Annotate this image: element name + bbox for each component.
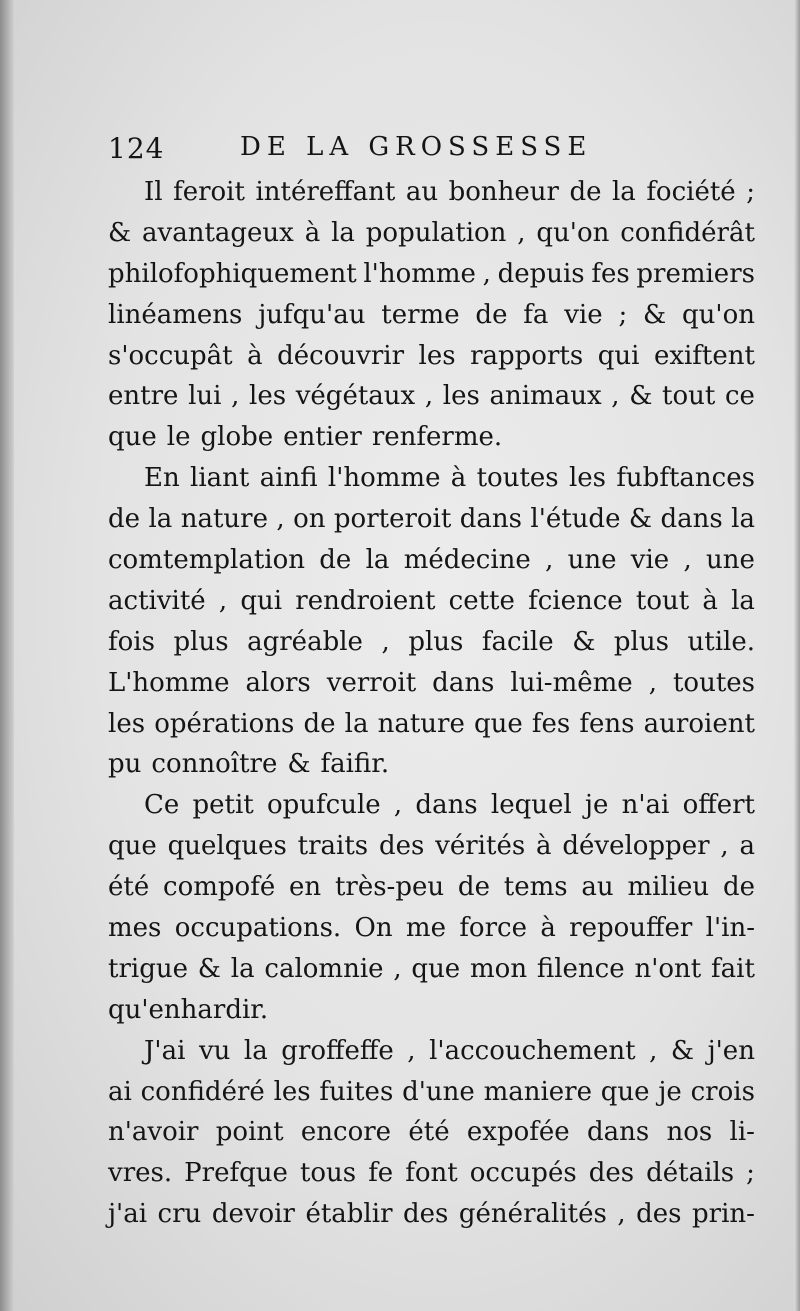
text-line xyxy=(108,376,755,417)
word: , xyxy=(231,381,240,412)
word: confidérât xyxy=(620,217,755,248)
word: premiers xyxy=(636,258,755,289)
word: auroient xyxy=(643,708,755,739)
word: cru xyxy=(157,1199,202,1230)
word: avantageux xyxy=(142,217,294,248)
word: & xyxy=(572,626,596,657)
word: d'une xyxy=(402,1076,475,1107)
word: des xyxy=(636,1199,682,1230)
word: utile. xyxy=(687,626,755,657)
word: dans xyxy=(586,1117,650,1148)
word: à xyxy=(536,831,552,862)
word: , xyxy=(720,831,729,862)
word: vérités xyxy=(435,831,526,862)
word: rapports xyxy=(470,340,584,371)
word: ; xyxy=(746,177,755,207)
word: le xyxy=(166,422,191,453)
word: , xyxy=(424,381,434,412)
word: dans xyxy=(459,504,522,535)
word: que xyxy=(108,831,157,862)
word: maniere xyxy=(483,1076,592,1107)
word: fes xyxy=(591,258,630,289)
word: verroit xyxy=(326,667,417,698)
text-line xyxy=(108,499,755,540)
word: les xyxy=(442,381,480,412)
word: s'occupât xyxy=(108,340,233,371)
text-line xyxy=(108,417,755,458)
word: au xyxy=(581,872,614,903)
word: a xyxy=(739,831,755,862)
word: compofé xyxy=(163,872,276,903)
word: fociété xyxy=(646,177,736,207)
word: la xyxy=(731,504,755,535)
word: que xyxy=(600,1076,650,1107)
word: trigue xyxy=(108,953,188,984)
word: fa xyxy=(523,299,549,330)
text-line xyxy=(108,867,755,908)
word: plus xyxy=(173,626,229,657)
word: quelques xyxy=(167,831,287,862)
word: exiftent xyxy=(653,340,755,371)
word: encore xyxy=(300,1117,392,1148)
word: l'accouchement xyxy=(429,1035,636,1066)
word: linéamens xyxy=(108,299,243,330)
word: qu'on xyxy=(682,299,755,330)
word: la xyxy=(611,177,636,207)
word: ainfi xyxy=(259,463,318,494)
word: de xyxy=(108,504,141,535)
word: , xyxy=(683,545,692,576)
word: qu'enhardir. xyxy=(108,994,269,1025)
word: font xyxy=(405,1158,458,1189)
word: j'en xyxy=(707,1035,755,1066)
word: liant xyxy=(190,463,250,494)
word: jufqu'au xyxy=(258,299,366,330)
word: , xyxy=(381,626,390,657)
word: été xyxy=(108,872,150,903)
word: fubftances xyxy=(616,463,755,494)
text-line xyxy=(108,1112,755,1153)
text-line xyxy=(108,336,755,377)
word: fens xyxy=(579,708,635,739)
word: devoir xyxy=(211,1199,295,1230)
word: porteroit xyxy=(333,504,452,535)
word: , xyxy=(617,1199,626,1230)
word: confidéré xyxy=(140,1076,265,1107)
word: dans xyxy=(415,790,478,821)
word: de xyxy=(319,545,352,576)
text-line xyxy=(108,663,755,704)
word: traits xyxy=(297,831,369,862)
word: occupations. xyxy=(174,913,342,944)
word: détails xyxy=(646,1158,735,1189)
word: à xyxy=(540,913,556,944)
word: Prefque xyxy=(184,1158,288,1189)
word: Ce xyxy=(144,790,180,821)
word: faifir. xyxy=(320,749,390,780)
word: une xyxy=(567,545,617,576)
word: qui xyxy=(240,585,283,616)
word: comtemplation xyxy=(108,545,305,576)
word: nature xyxy=(377,708,465,739)
word: , xyxy=(218,585,228,616)
word: n'avoir xyxy=(108,1117,199,1148)
word: la xyxy=(331,217,355,248)
word: & xyxy=(197,953,221,984)
page-right-edge xyxy=(794,0,800,1311)
word: Il xyxy=(144,177,163,207)
word: milieu xyxy=(627,872,710,903)
word: repouffer xyxy=(569,913,693,944)
word: , xyxy=(393,953,402,984)
word: tout xyxy=(662,381,716,412)
word: & xyxy=(670,1035,695,1066)
word: & xyxy=(628,504,653,535)
word: plus xyxy=(613,626,669,657)
word: qu'on xyxy=(536,217,610,248)
word: depuis xyxy=(497,258,585,289)
word: dans xyxy=(660,504,723,535)
word: des xyxy=(588,1158,635,1189)
word: , xyxy=(407,1035,416,1066)
word: découvrir xyxy=(277,340,405,371)
word: calomnie xyxy=(264,953,384,984)
text-line xyxy=(108,1153,755,1194)
word: la xyxy=(243,1035,268,1066)
page-number: 124 xyxy=(108,132,165,165)
word: , xyxy=(649,1035,658,1066)
word: les xyxy=(108,708,146,739)
word: rendroient xyxy=(295,585,436,616)
text-line xyxy=(108,622,755,663)
text-line xyxy=(108,744,755,785)
word: à xyxy=(304,217,321,248)
word: je xyxy=(584,790,609,821)
word: les xyxy=(273,1076,311,1107)
word: pu xyxy=(108,749,142,780)
word: à xyxy=(247,340,263,371)
word: n'ont xyxy=(634,953,702,984)
word: facile xyxy=(481,626,554,657)
word: la xyxy=(230,953,255,984)
word: agréable xyxy=(247,626,363,657)
word: opérations xyxy=(154,708,295,739)
text-line xyxy=(108,581,755,622)
word: lui-même xyxy=(510,667,633,698)
word: filence xyxy=(536,953,625,984)
word: toutes xyxy=(476,463,559,494)
word: opufcule xyxy=(267,790,381,821)
text-line xyxy=(108,949,755,990)
word: tems xyxy=(503,872,568,903)
running-head xyxy=(108,132,763,172)
text-line xyxy=(108,254,755,295)
word: ; xyxy=(618,299,628,330)
word: activité xyxy=(108,585,206,616)
word: mes xyxy=(108,913,162,944)
word: végétaux xyxy=(295,381,416,412)
word: été xyxy=(408,1117,450,1148)
word: au xyxy=(405,177,439,207)
word: renferme. xyxy=(371,422,503,453)
word: feroit xyxy=(173,177,245,207)
word: toutes xyxy=(672,667,755,698)
word: , xyxy=(648,667,657,698)
word: fes xyxy=(531,708,571,739)
word: l'homme xyxy=(363,258,476,289)
word: globe xyxy=(200,422,274,453)
word: ai xyxy=(108,1076,132,1107)
word: ce xyxy=(724,381,755,412)
word: de xyxy=(722,872,755,903)
word: animaux xyxy=(489,381,602,412)
word: nos xyxy=(666,1117,713,1148)
word: la xyxy=(365,545,390,576)
word: on xyxy=(293,504,326,535)
word: en xyxy=(289,872,322,903)
word: fait xyxy=(711,953,755,984)
text-line xyxy=(108,1072,755,1113)
word: population xyxy=(365,217,507,248)
word: ; xyxy=(746,1158,755,1189)
word: terme xyxy=(381,299,460,330)
word: offert xyxy=(682,790,755,821)
text-line xyxy=(108,295,755,336)
word: vu xyxy=(198,1035,231,1066)
word: à xyxy=(702,585,718,616)
word: n'ai xyxy=(621,790,670,821)
word: vie xyxy=(564,299,603,330)
word: l'in- xyxy=(705,913,755,944)
word: tous xyxy=(299,1158,357,1189)
word: qui xyxy=(597,340,640,371)
word: les xyxy=(249,381,287,412)
word: la xyxy=(148,504,173,535)
word: On xyxy=(354,913,393,944)
word: plus xyxy=(408,626,464,657)
word: intéreffant xyxy=(255,177,396,207)
text-line xyxy=(108,1031,755,1072)
word: , xyxy=(276,504,285,535)
text-line xyxy=(108,213,755,254)
word: entre xyxy=(108,381,179,412)
word: la xyxy=(731,585,755,616)
word: & xyxy=(287,749,311,780)
text-line xyxy=(108,540,755,581)
word: des xyxy=(403,1199,449,1230)
word: force xyxy=(459,913,527,944)
word: point xyxy=(215,1117,284,1148)
word: j'ai xyxy=(108,1199,148,1230)
word: , xyxy=(545,545,554,576)
word: & xyxy=(629,381,653,412)
word: lui xyxy=(188,381,222,412)
text-line xyxy=(108,1194,755,1235)
word: lequel xyxy=(490,790,572,821)
word: li- xyxy=(729,1117,755,1148)
word: à xyxy=(450,463,467,494)
word: que xyxy=(411,953,461,984)
word: & xyxy=(108,217,132,248)
word: la xyxy=(344,708,369,739)
body-text xyxy=(108,172,755,1235)
word: je xyxy=(658,1076,682,1107)
text-line xyxy=(108,458,755,499)
word: vres. xyxy=(108,1158,173,1189)
running-title: DE LA GROSSESSE xyxy=(240,132,593,162)
word: tout xyxy=(635,585,690,616)
word: nature xyxy=(180,504,268,535)
word: L'homme xyxy=(108,667,230,698)
word: , xyxy=(393,790,403,821)
word: En xyxy=(144,463,180,494)
text-line xyxy=(108,704,755,745)
word: petit xyxy=(192,790,254,821)
text-line xyxy=(108,990,755,1031)
word: J'ai xyxy=(144,1035,186,1066)
page-left-edge xyxy=(0,0,14,1311)
word: , xyxy=(482,258,491,289)
text-line xyxy=(108,908,755,949)
word: les xyxy=(418,340,456,371)
word: que xyxy=(108,422,157,453)
word: fois xyxy=(108,626,155,657)
word: de xyxy=(569,177,602,207)
word: l'homme xyxy=(327,463,441,494)
text-line xyxy=(108,785,755,826)
word: , xyxy=(517,217,526,248)
word: de xyxy=(475,299,508,330)
text-line xyxy=(108,172,755,213)
word: mon xyxy=(470,953,528,984)
word: alors xyxy=(245,667,311,698)
word: , xyxy=(611,381,620,412)
word: connoître xyxy=(151,749,278,780)
word: fe xyxy=(368,1158,394,1189)
word: des xyxy=(378,831,425,862)
word: généralités xyxy=(458,1199,607,1230)
word: occupés xyxy=(469,1158,577,1189)
word: bonheur xyxy=(448,177,559,207)
word: fuites xyxy=(319,1076,394,1107)
text-line xyxy=(108,826,755,867)
word: entier xyxy=(283,422,362,453)
word: groffeffe xyxy=(281,1035,394,1066)
word: l'étude xyxy=(530,504,621,535)
word: expofée xyxy=(466,1117,570,1148)
word: vie xyxy=(630,545,670,576)
word: médecine xyxy=(403,545,531,576)
word: que xyxy=(474,708,523,739)
word: philofophiquement xyxy=(108,258,357,289)
word: crois xyxy=(690,1076,755,1107)
word: très-peu xyxy=(334,872,445,903)
word: de xyxy=(457,872,490,903)
word: prin- xyxy=(692,1199,755,1230)
word: établir xyxy=(305,1199,393,1230)
word: & xyxy=(643,299,667,330)
word: me xyxy=(405,913,446,944)
word: développer xyxy=(562,831,710,862)
word: fcience xyxy=(528,585,623,616)
word: cette xyxy=(448,585,515,616)
word: dans xyxy=(432,667,495,698)
word: une xyxy=(706,545,755,576)
word: les xyxy=(568,463,606,494)
word: de xyxy=(303,708,336,739)
